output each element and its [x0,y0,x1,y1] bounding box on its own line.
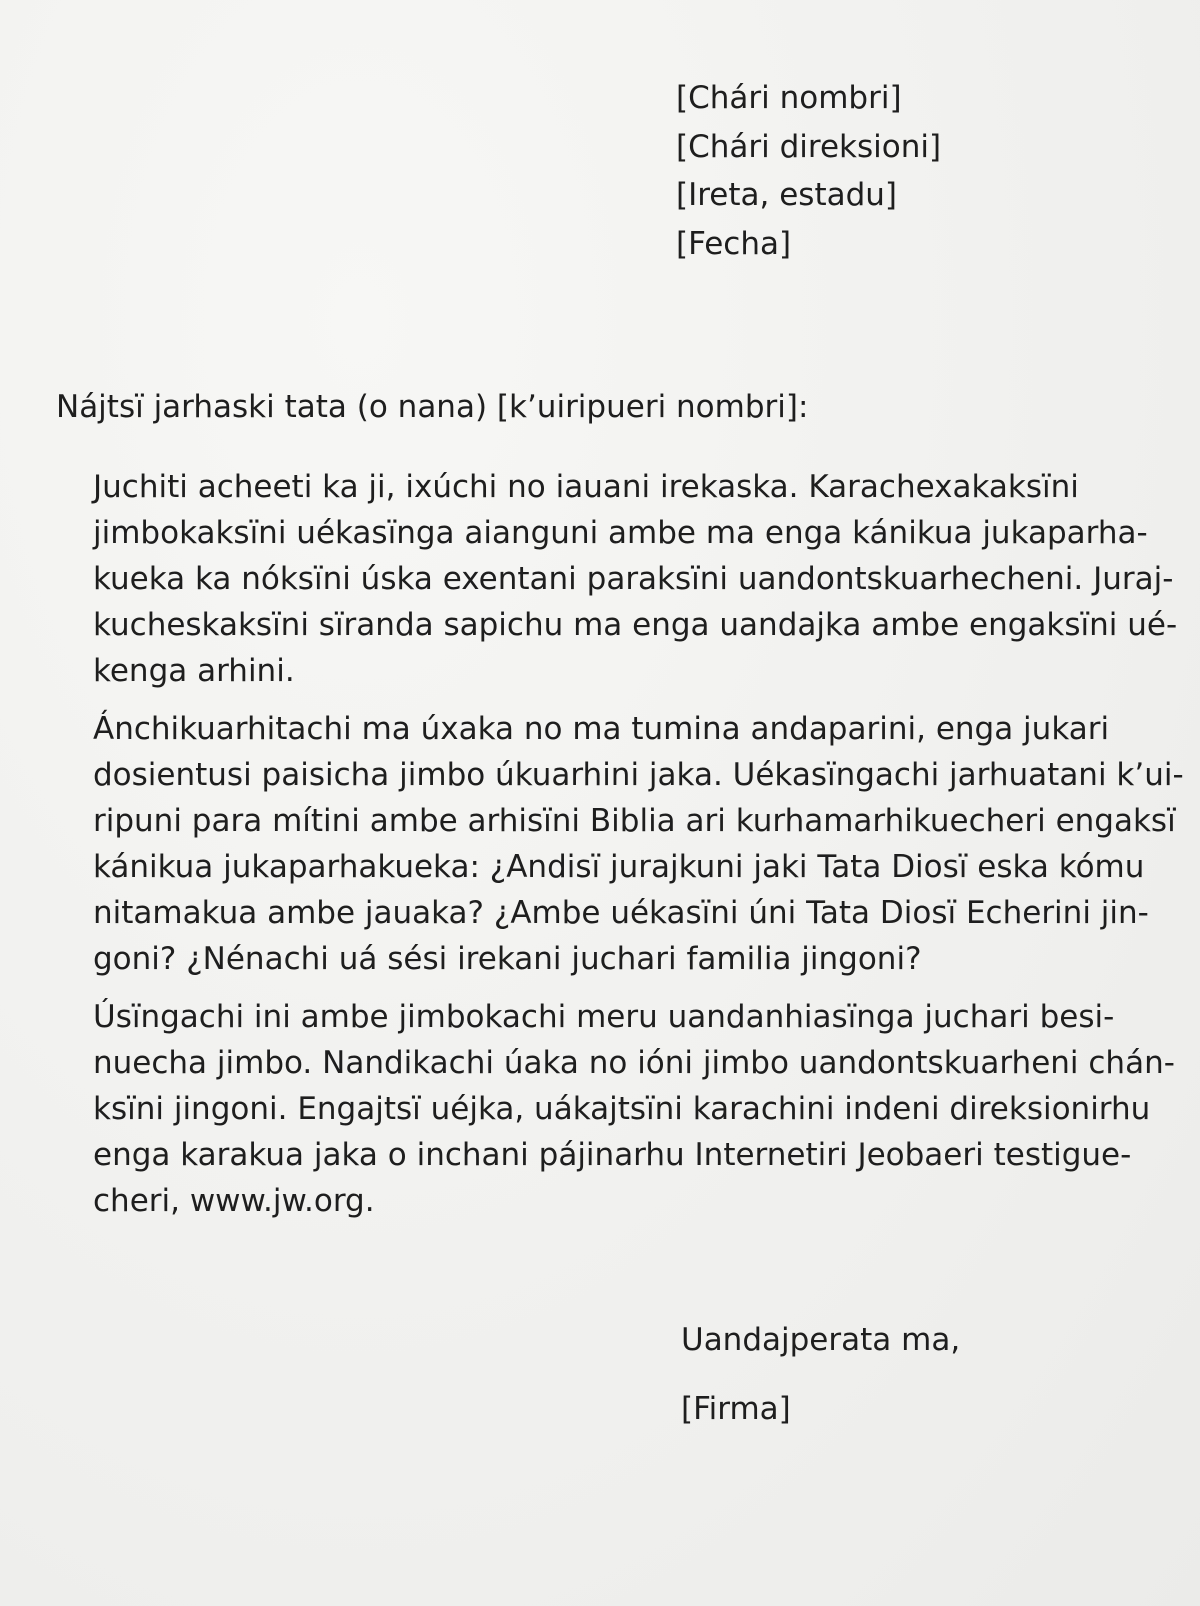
text-line: jimbokaksïni uékasïnga aianguni ambe ma enga kánikua jukaparha- [93,515,1148,551]
paragraph-2 [56,706,1184,982]
paragraph-1 [56,464,1178,694]
text-line: goni? ¿Nénachi uá sési irekani juchari familia jingoni? [93,941,922,977]
text-line: dosientusi paisicha jimbo úkuarhini jaka. Uékasïngachi jarhuatani k’ui- [93,757,1184,793]
text-line: enga karakua jaka o inchani pájinarhu Internetiri Jeobaeri testigue- [93,1137,1132,1173]
text-line: kucheskaksïni sïranda sapichu ma enga uandajka ambe engaksïni ué- [93,607,1178,643]
sender-address: [Chári direksioni] [676,128,942,165]
text-line: kánikua jukaparhakueka: ¿Andisï jurajkuni jaki Tata Diosï eska kómu [93,849,1145,885]
text-line: nitamakua ambe jauaka? ¿Ambe uékasïni úni Tata Diosï Echerini jin- [93,895,1149,931]
text-line: kenga arhini. [93,653,295,689]
sender-name: [Chári nombri] [676,80,902,116]
text-line: Úsïngachi ini ambe jimbokachi meru uandanhiasïnga juchari besi- [93,999,1115,1035]
text-line: kueka ka nóksïni úska exentani paraksïni uandontskuarhecheni. Juraj- [93,561,1174,597]
salutation: Nájtsï jarhaski tata (o nana) [k’uiripueri nombri]: [56,389,809,425]
letter-body [56,464,1184,1236]
text-line: Juchiti acheeti ka ji, ixúchi no iauani irekaska. Karachexakaksïni [93,469,1079,505]
paragraph-3 [56,994,1175,1224]
sender-block [676,74,941,268]
signature: [Firma] [681,1391,791,1427]
text-line: cheri, www.jw.org. [93,1183,375,1219]
letter-date: [Fecha] [676,225,792,262]
sender-city-state: [Ireta, estadu] [676,177,898,213]
text-line: ripuni para mítini ambe arhisïni Biblia ari kurhamarhikuecheri engaksï [93,803,1176,839]
closing: Uandajperata ma, [681,1322,961,1358]
text-line: nuecha jimbo. Nandikachi úaka no ióni jimbo uandontskuarheni chán- [93,1045,1175,1081]
text-line: ksïni jingoni. Engajtsï uéjka, uákajtsïni karachini indeni direksionirhu [93,1091,1151,1127]
text-line: Ánchikuarhitachi ma úxaka no ma tumina andaparini, enga jukari [93,711,1110,747]
